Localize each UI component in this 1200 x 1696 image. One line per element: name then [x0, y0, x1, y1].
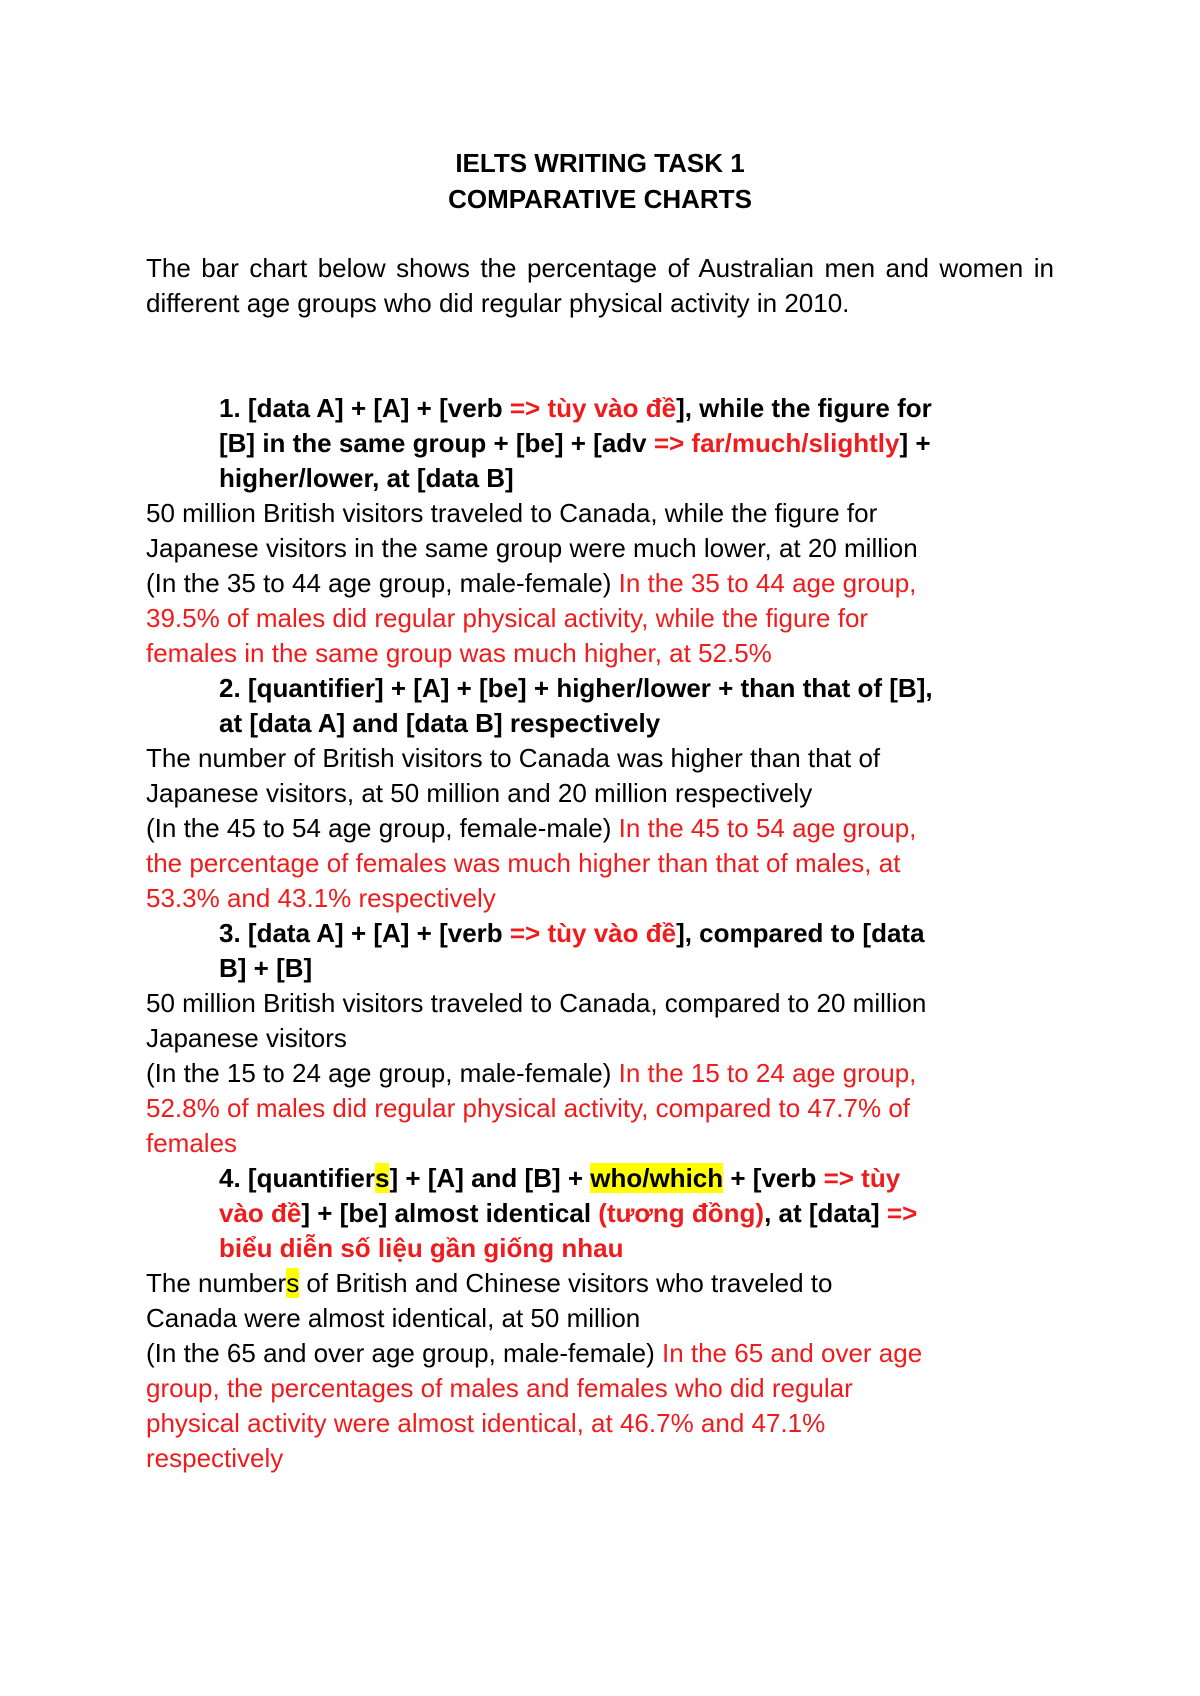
formula-4-part-c: + [verb	[723, 1163, 824, 1193]
spacer	[146, 321, 1200, 391]
formula-4-part-e: ] + [be] almost identical	[301, 1198, 599, 1228]
example-2-line-3	[146, 811, 1066, 846]
formula-1-part-e: => far/much/slightly	[653, 428, 900, 458]
formula-2	[146, 671, 1059, 741]
title-line-1: IELTS WRITING TASK 1	[455, 148, 745, 178]
formula-3-line-2: B] + [B]	[219, 953, 313, 983]
formula-3-part-c: ], compared to [data	[676, 918, 925, 948]
example-4-context: (In the 65 and over age group, male-female)	[146, 1338, 662, 1368]
example-3-line-1: 50 million British visitors traveled to Canada, compared to 20 million	[146, 988, 927, 1018]
example-4-line-3	[146, 1336, 1066, 1371]
example-4-line-2: Canada were almost identical, at 50 million	[146, 1303, 641, 1333]
formula-1-part-a: 1. [data A] + [A] + [verb	[219, 393, 510, 423]
example-3-line-5: females	[146, 1128, 238, 1158]
formula-2-line-1: 2. [quantifier] + [A] + [be] + higher/lower + than that of [B],	[219, 673, 933, 703]
formula-1-part-d: [B] in the same group + [be] + [adv	[219, 428, 654, 458]
example-2-line-5: 53.3% and 43.1% respectively	[146, 883, 496, 913]
formula-4-line-1	[219, 1161, 1059, 1196]
formula-1-part-b: => tùy vào đề	[509, 393, 677, 423]
example-4-part-b: of British and Chinese visitors who traveled to	[299, 1268, 833, 1298]
formula-3	[146, 916, 1059, 986]
formula-4-highlight-who-which: who/which	[590, 1163, 724, 1193]
example-2-line-4: the percentage of females was much higher than that of males, at	[146, 848, 901, 878]
document-title	[146, 145, 1054, 217]
example-2-answer-start: In the 45 to 54 age group,	[618, 813, 917, 843]
example-4-answer-start: In the 65 and over age	[661, 1338, 923, 1368]
example-4-part-a: The number	[146, 1268, 287, 1298]
intro-paragraph: The bar chart below shows the percentage of Australian men and women in different age groups who did regular physical activity in 2010.	[146, 253, 1054, 318]
example-2-context: (In the 45 to 54 age group, female-male)	[146, 813, 619, 843]
formula-2-line-2: at [data A] and [data B] respectively	[219, 708, 661, 738]
formula-1-part-c: ], while the figure for	[676, 393, 932, 423]
formula-1-line-3: higher/lower, at [data B]	[219, 463, 514, 493]
example-3-line-4: 52.8% of males did regular physical activity, compared to 47.7% of	[146, 1093, 911, 1123]
example-4-highlight-s: s	[286, 1268, 300, 1298]
example-3-answer-start: In the 15 to 24 age group,	[618, 1058, 917, 1088]
formula-3-part-b: => tùy vào đề	[509, 918, 677, 948]
formula-4-part-f-red: =>	[886, 1198, 918, 1228]
example-1-line-5: females in the same group was much higher, at 52.5%	[146, 638, 772, 668]
example-2-line-1: The number of British visitors to Canada was higher than that of	[146, 743, 881, 773]
formula-4-part-f: , at [data]	[764, 1198, 887, 1228]
formula-4	[146, 1161, 1059, 1266]
title-line-2: COMPARATIVE CHARTS	[448, 184, 752, 214]
example-1-line-1: 50 million British visitors traveled to Canada, while the figure for	[146, 498, 878, 528]
example-3-line-2: Japanese visitors	[146, 1023, 347, 1053]
example-1-line-2: Japanese visitors in the same group were much lower, at 20 million	[146, 533, 918, 563]
formula-1	[146, 391, 1059, 496]
example-1-line-3	[146, 566, 1066, 601]
formula-1-line-1	[219, 391, 1059, 426]
formula-3-line-1	[219, 916, 1059, 951]
example-4-line-5: physical activity were almost identical, at 46.7% and 47.1%	[146, 1408, 826, 1438]
formula-4-line-2	[219, 1196, 1059, 1231]
formula-1-line-2	[219, 426, 1059, 461]
example-1-answer-start: In the 35 to 44 age group,	[618, 568, 917, 598]
formula-4-part-b: ] + [A] and [B] +	[389, 1163, 591, 1193]
formula-4-part-d-red: vào đề	[219, 1198, 302, 1228]
example-2-line-2: Japanese visitors, at 50 million and 20 million respectively	[146, 778, 813, 808]
formula-3-part-a: 3. [data A] + [A] + [verb	[219, 918, 510, 948]
formula-4-part-e-red: (tương đồng)	[598, 1198, 765, 1228]
formula-4-part-a: 4. [quantifier	[219, 1163, 376, 1193]
formula-1-part-f: ] +	[899, 428, 931, 458]
example-3-line-3	[146, 1056, 1066, 1091]
example-4-line-4: group, the percentages of males and females who did regular	[146, 1373, 853, 1403]
formula-4-highlight-s: s	[375, 1163, 390, 1193]
formula-4-part-c-red: => tùy	[823, 1163, 901, 1193]
example-1-context: (In the 35 to 44 age group, male-female)	[146, 568, 619, 598]
example-4-line-6: respectively	[146, 1443, 284, 1473]
example-3-context: (In the 15 to 24 age group, male-female)	[146, 1058, 619, 1088]
formula-4-line-3: biểu diễn số liệu gần giống nhau	[219, 1233, 624, 1263]
example-4-line-1	[146, 1266, 1066, 1301]
example-1-line-4: 39.5% of males did regular physical activity, while the figure for	[146, 603, 869, 633]
